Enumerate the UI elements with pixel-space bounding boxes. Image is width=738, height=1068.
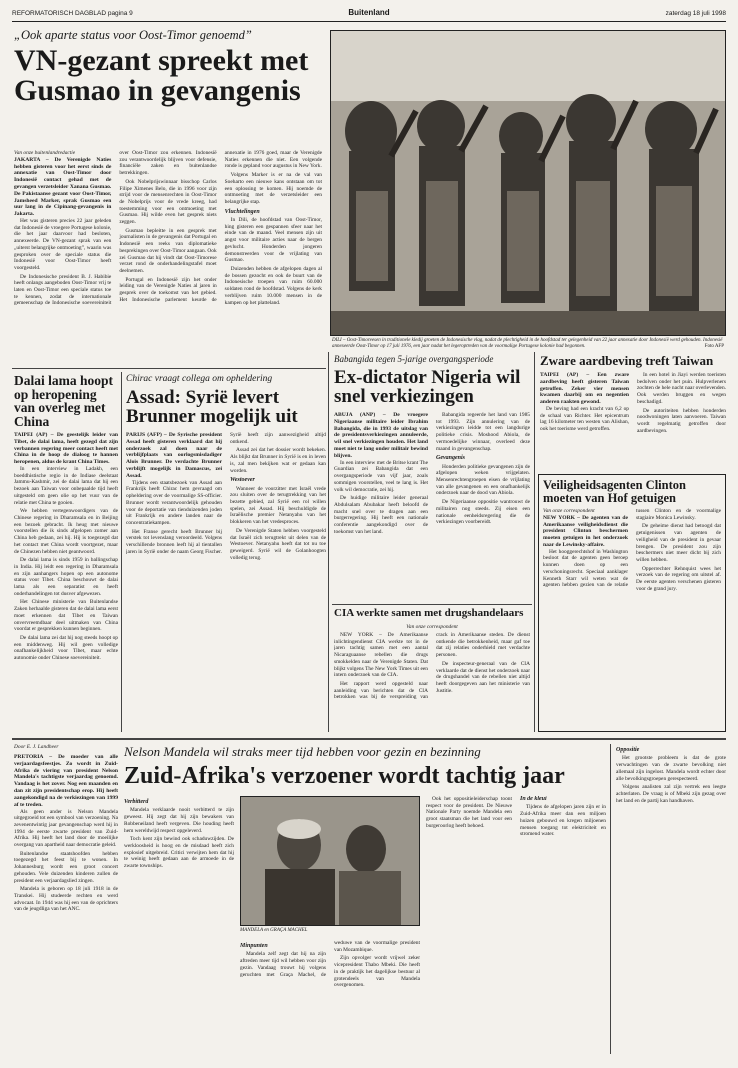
dalai-para: De dalai lama zei dat hij nog steeds hoopt op een middenweg. Hij wil geen volledige onafhankelijkheid voor Tibet, maar echte autonomie onder Chinese soevereiniteit. xyxy=(14,634,118,662)
divider xyxy=(332,604,532,605)
nigeria-lead: ABUJA (ANP) – De vroegere Nigeriaanse militaire leider Ibrahim Babangida, die in 1993 de uitslag van de presidentsverkiezingen annuleerde, wil snel verkiezingen houden. Het land moet niet te lang onder militair bewind blijven. xyxy=(334,412,428,459)
agents-body xyxy=(543,508,721,720)
taiwan-lead: TAIPEI (AP) – Een zware aardbeving heeft gisteren Taiwan getroffen. Zeker vier mensen kwamen daarbij om en negentien anderen raakten gewond. xyxy=(540,372,629,406)
mandela-kicker: Nelson Mandela wil straks meer tijd hebben voor gezin en bezinning xyxy=(124,744,481,759)
mandela-para: Toch kent zijn bewind ook schaduwzijden. De werkloosheid is hoog en de misdaad heeft zich explosief uitgebreid. Critici verwijten hem dat hij te weinig heeft gedaan aan de armoede in de zwarte townships. xyxy=(124,836,234,870)
syria-subhead: Westoever xyxy=(230,477,255,484)
nigeria-kicker: Babangida tegen 5-jarige overgangsperiode xyxy=(334,354,494,364)
nigeria-para: Honderden politieke gevangenen zijn de afgelopen weken vrijgelaten. Mensenrechtengroepen eisen de vrijlating van alle gevangenen en een onafhankelijk onderzoek naar de dood van Abiola. xyxy=(436,463,530,497)
dalai-headline: Dalai lama hoopt op heropening van overleg met China xyxy=(14,373,114,429)
mandela-lead: PRETORIA – De moeder van alle verjaardagsfeestjes. Zo wordt in Zuid-Afrika de viering van president Nelson Mandela's tachtigste verjaardag genoemd. Vandaag is het zover. Nog een maanden en dan zit zijn presidentschap erop. Hij heeft aangekondigd na de verkiezingen van 1999 af te treden. xyxy=(14,754,118,808)
timor-subhead: Vluchtelingen xyxy=(224,208,260,215)
divider xyxy=(12,368,326,369)
mandela-para: Ook het oppositieleiderschap toont respect voor de president. De Nieuwe Nationale Party noemde Mandela een groot staatsman die het land voor een burgeroorlog heeft behoed. xyxy=(426,796,512,829)
mandela-para: Als geen ander is Nelson Mandela uitgegroeid tot een symbool van verzoening. Na zevenentwintig jaar gevangenschap werd hij in 1994 de eerste zwarte president van Zuid-Afrika. Hij heeft het land door de moeilijke overgang van apartheid naar democratie geleid. xyxy=(14,808,118,849)
timor-kicker: „Ook aparte status voor Oost-Timor genoemd” xyxy=(14,28,252,42)
header-rule xyxy=(12,21,726,22)
column-divider xyxy=(610,744,611,1054)
nigeria-para: Babangida regeerde het land van 1985 tot 1993. Zijn annulering van de verkiezingen leidde tot een langdurige politieke crisis. Moshood Abiola, de vermoedelijke winnaar, overleed deze maand in gevangenschap. xyxy=(436,412,530,452)
mandela-para: Mandela zelf zegt dat hij na zijn aftreden meer tijd wil hebben voor zijn gezin. Vandaag trouwt hij volgens geruchten met Graça Machel, de weduwe van de voormalige president van Mozambique. xyxy=(240,940,420,978)
mandela-portrait-photo-icon xyxy=(241,797,420,926)
syria-para: Wanneer de voorzitter met Israël vrede zou sluiten over de terugtrekking van het bezette gebied, zal Syrië een rol willen spelen, zei Assad. Hij beschuldigde de Israëlische premier Netanyahu van het blokkeren van het vredesproces. xyxy=(230,485,326,526)
header-date: zaterdag 18 juli 1998 xyxy=(665,10,726,17)
photo-credit: Foto AFP xyxy=(704,344,724,349)
timor-lead: JAKARTA – De Verenigde Naties hebben gisteren voor het eerst sinds de annexatie van Oost-Timor door Indonesië contact gehad met de gevangen verzetsleider Xanana Gusmao. De Pakistaanse gezant voor Oost-Timor, Jamsheed Marker, sprak Gusmao een uur lang in de Cipinang-gevangenis in Jakarta. xyxy=(14,156,112,218)
timor-para: Portugal en Indonesië zijn het onder leiding van de Verenigde Naties al jaren in gesprek over de toekomst van het gebied. Het Indonesische parlement keurde de annexatie in 1976 goed, maar de Verenigde Naties erkennen die niet. Een volgende ronde is gepland voor augustus in New York. xyxy=(119,150,322,303)
page-header xyxy=(12,8,726,20)
syria-headline: Assad: Syrië levert Brunner mogelijk uit xyxy=(126,387,298,427)
mandela-subhead: Oppositie xyxy=(616,747,640,753)
column-divider xyxy=(121,372,122,732)
mandela-lead-col xyxy=(14,754,118,1054)
syria-body xyxy=(126,432,326,732)
dalai-para: We hebben vertegenwoordigers van de Chinese regering in Dharamsala en in Beijing een bezoek gebracht. Ik heug met nieuwe voorstellen die ik sinds afgelopen zomer aan China heb gedaan, zei hij. Hij is toegezegd dat het contact met China wordt voortgezet, maar de Chinezen hebben niet geantwoord. xyxy=(14,508,118,555)
syria-para: Assad zei dat het dossier wordt bekeken. Als blijkt dat Brunner in Syrië is en in leven is, zal men bekijken wat er gedaan kan worden. xyxy=(230,447,326,474)
cia-para: NEW YORK – De Amerikaanse inlichtingendienst CIA werkte tot in de jaren tachtig samen met een aantal Nicaraguaanse rebellen die drugs smokkelden naar de Verenigde Staten. Dat blijkt volgens The New York Times uit een intern onderzoek van de CIA. xyxy=(334,632,428,679)
dalai-lead: TAIPEI (AP) – De geestelijk leider van Tibet, de dalai lama, heeft gezegd dat zijn verbannen regering meer contact heeft met China in de hoop de dialoog te hannen heropenen, aldus de krant China Times. xyxy=(14,432,118,466)
mandela-para: Zijn opvolger wordt vrijwel zeker vicepresident Thabo Mbeki. Die heeft in de praktijk het dagelijkse bestuur al grotendeels van Mandela overgenomen. xyxy=(334,955,420,989)
syria-para: Het Franse gerecht heeft Brunner bij verstek tot levenslang veroordeeld. Volgens verschillende bronnen leeft hij al tientallen jaren in Syrië onder de naam Georg Fischer. Syrië heeft zijn aanwezigheid altijd ontkend. xyxy=(126,432,326,555)
mandela-headline: Zuid-Afrika's verzoener wordt tachtig jaar xyxy=(124,763,565,789)
timor-headline: VN-gezant spreekt met Gusmao in gevangenis xyxy=(14,44,309,107)
mandela-subhead: In de kleui xyxy=(520,796,547,802)
timor-para: Het was gisteren precies 22 jaar geleden dat Indonesië de vroegere Portugese kolonie, die het jaar daarvoor had besloten, annexeerde. De VN-gezant sprak van een „uiterst belangrijke ontmoeting”, waarin was gesproken over de speciale status die Indonesië voor Oost-Timor heeft voorgesteld. xyxy=(14,218,112,271)
mandela-col6 xyxy=(616,744,726,1054)
cia-headline: CIA werkte samen met drugshandelaars xyxy=(334,607,524,619)
taiwan-para: In een hotel in Jiayi werden toeristen bedolven onder het puin. Hulpverleners zochten de hele nacht naar overlevenden. Ook werden bruggen en wegen beschadigd. xyxy=(637,372,726,405)
cia-para: De inspecteur-generaal van de CIA verklaarde dat de dienst het onderzoek naar de drugshandel van de rebellen niet altijd heeft doorgegeven aan het ministerie van Justitie. xyxy=(436,660,530,694)
mandela-byline: Door E. J. Landheer xyxy=(14,744,59,750)
mandela-para: Volgens analisten zal zijn vertrek een leegte achterlaten. De vraag is of Mbeki zijn gezag over het land en de partij kan handhaven. xyxy=(616,784,726,804)
nigeria-headline: Ex-dictator Nigeria wil snel verkiezingen xyxy=(334,367,521,407)
timor-para: Duizenden hebben de afgelopen dagen al de bossen gezocht en ook de buurt van de Indonesische troepen van ruim 60.000 soldaten rond de hoofdstad. Volgens de kerk verblijven ruim 10.000 mensen in de kampen op het platteland. xyxy=(224,265,322,306)
mandela-photo xyxy=(240,796,420,926)
syria-para: Tijdens een staatsbezoek van Assad aan Frankrijk heeft Chirac hem gevraagd om opheldering over de voormalige SS-officier. Brunner wordt verantwoordelijk gehouden voor de deportatie van tienduizenden joden uit Frankrijk en andere landen naar de concentratiekampen. xyxy=(126,479,222,526)
mandela-subhead: Verbitterd xyxy=(124,799,149,805)
timor-para: Ook Nobelprijswinnaar bisschop Carlos Filipe Ximenes Belo, die in 1996 voor zijn strijd voor de mensenrechten in Oost-Timor de Nobelprijs voor de vrede kreeg, had toestemming voor een ontmoeting met Gusmao. Hij wilde even het gesprek niets zeggen. xyxy=(119,178,217,226)
column-divider xyxy=(328,352,329,732)
agents-para: De geheime dienst had betoogd dat getuigenissen van agenten de veiligheid van de president in gevaar brengen. De president zou zijn beschermers niet meer dicht bij zich willen hebben. xyxy=(636,523,721,563)
timor-body xyxy=(14,150,322,368)
cia-para: Het rapport werd opgesteld naar aanleiding van berichten dat de CIA betrokken was bij de verspreiding van crack in Amerikaanse steden. De dienst ontkende die betrokkenheid, maar gaf toe dat zij relaties onderhield met verdachte personen. xyxy=(334,632,530,701)
mandela-para: Buitenlandse staatshoofden hebben toegezegd het feest bij te wonen. In Johannesburg wordt een groot concert gehouden. Vele duizenden kinderen zullen de president een verjaardagslied zingen. xyxy=(14,850,118,884)
agents-para: Het hooggerechtshof in Washington besloot dat de agenten geen beroep kunnen doen op een verschoningsrecht. Speciaal aanklager Kenneth Starr wil weten wat de agenten hebben gezien van de relatie tussen Clinton en de voormalige stagiaire Monica Lewinsky. xyxy=(543,508,721,589)
cia-body xyxy=(334,624,530,732)
nigeria-body xyxy=(334,412,530,602)
agents-box xyxy=(538,474,726,732)
agents-lead: NEW YORK – De agenten van de Amerikaanse veiligheidsdienst die president Clinton beschermen moeten getuigen in het onderzoek naar de Lewinsky-affaire. xyxy=(543,514,628,548)
dalai-para: Het Chinese ministerie van Buitenlandse Zaken herhaalde gisteren dat de dalai lama eerst moet erkennen dat Tibet en Taiwan onvervreemdbaar deel uitmaken van China voordat er gesprekken kunnen beginnen. xyxy=(14,599,118,633)
agents-byline: Van onze correspondent xyxy=(543,508,595,514)
nigeria-para: De Nigeriaanse oppositie wantrouwt de militairen nog steeds. Zij eisen een nationale eenheidsregering die de verkiezingen voorbereidt. xyxy=(436,499,530,526)
agents-headline: Veiligheidsagenten Clinton moeten van Hof getuigen xyxy=(543,478,686,505)
mandela-para: Het grootste probleem is dat de grote verwachtingen van de zwarte bevolking niet allemaal zijn ingelost. Mandela wordt echter door alle bevolkingsgroepen gerespecteerd. xyxy=(616,755,726,782)
section-rule xyxy=(12,738,726,740)
mandela-para: Mandela is geboren op 18 juli 1918 in de Transkei. Hij studeerde rechten en werd advocaat. In 1944 was hij een van de oprichters van de jeugdliga van het ANC. xyxy=(14,886,118,913)
syria-kicker: Chirac vraagt collega om opheldering xyxy=(126,374,273,384)
dalai-body xyxy=(14,432,118,732)
dalai-para: In een interview in Ladakh, een boeddhistische regio in de Indiase deelstaat Jammu-Kashmir, zei de dalai lama dat hij een bezoek aan Taiwan voor onbepaalde tijd heeft uitgesteld om geen olie op het vuur van de relatie met China te gooien. xyxy=(14,466,118,506)
nigeria-subhead: Gevangenis xyxy=(436,455,465,462)
taiwan-headline: Zware aardbeving treft Taiwan xyxy=(540,353,714,368)
timor-para: Volgens Marker is er na de val van Soeharto een nieuwe kans ontstaan om tot een oplossing te komen. Hij noemde de ontmoeting met de verzetsleider een belangrijke stap. xyxy=(224,172,322,205)
mandela-under-photo xyxy=(240,940,420,1054)
mandela-photo-caption: MANDELA en GRAÇA MACHEL xyxy=(240,928,308,933)
nigeria-para: In een interview met de Britse krant The Guardian zei Babangida dat een overgangsperiode van vijf jaar, zoals sommigen voorstellen, veel te lang is. Het volk wil democratie, zei hij. xyxy=(334,459,428,493)
flag-ceremony-photo-icon xyxy=(331,31,726,336)
mandela-subhead: Minpunten xyxy=(240,943,268,949)
header-section: Buitenland xyxy=(348,8,390,17)
agents-para: Opperrechter Rehnquist wees het verzoek van de regering om uitstel af. De eerste agenten verschenen gisteren voor de grand jury. xyxy=(636,565,721,592)
mandela-para: Mandela verklaarde nooit verbitterd te zijn geweest. Hij zegt dat hij zijn bewakers van Robbeneiland heeft vergeven. Die houding heeft hem wereldwijd respect opgeleverd. xyxy=(124,807,234,834)
timor-photo-caption: DILI – Oost-Timoreesen in traditionele kledij groeten de Indonesische vlag, nadat de plechtigheid in de hoofdstad ter gelegenheid van 22 jaar annexatie door Indonesië werd gehouden. Indonesië annexeerde Oost-Timor op 17 juli 1976, een jaar nadat het legeroptreden van de voormalige Portugese kolonie had begonnen. Foto AFP xyxy=(332,338,724,349)
taiwan-para: De beving had een kracht van 6,2 op de schaal van Richter. Het epicentrum lag 16 kilometer ten westen van Alishan, ook het toerisme werd getroffen. xyxy=(540,406,629,433)
dalai-para: De dalai lama is sinds 1959 in ballingschap in India. Hij leidt een regering in Dharamsala en zijn aanhangers hopen op een autonome status voor Tibet. China beschouwt de dalai lama als een separatist en heeft onderhandelingen tot dusver afgewezen. xyxy=(14,557,118,597)
timor-byline: Van onze buitenlandredactie xyxy=(14,150,76,156)
taiwan-body xyxy=(540,372,726,470)
syria-para: De Verenigde Staten hebben voorgesteld dat Israël zich terugtrekt uit delen van de Westoever. Netanyahu heeft dat tot nu toe geweigerd. Syrië wil de Golanhoogten volledig terug. xyxy=(230,527,326,561)
mandela-col4 xyxy=(426,796,606,1054)
nigeria-para: De huidige militaire leider generaal Abdulsalam Abubakar heeft beloofd de macht snel over te dragen aan een burgerregering. Hij heeft een nationale conferentie aangekondigd over de toekomst van het land. xyxy=(334,495,428,535)
taiwan-para: De autoriteiten hebben honderden noodwoningen laten aanvoeren. Taiwan wordt regelmatig getroffen door aardbevingen. xyxy=(637,407,726,434)
header-paper-page: REFORMATORISCH DAGBLAD pagina 9 xyxy=(12,10,133,17)
cia-byline: Van onze correspondent xyxy=(406,624,458,630)
mandela-para: Tijdens de afgelopen jaren zijn er in Zuid-Afrika meer dan een miljoen huizen gebouwd en kregen miljoenen mensen toegang tot elektriciteit en stromend water. xyxy=(520,804,606,838)
timor-para: Gusmao bepleitte in een gesprek met journalisten in de gevangenis dat Portugal en Indonesië een reeks van diplomatieke besprekingen over Oost-Timor aangaan. Ook zei Gusmao dat hij vindt dat Oost-Timorese verzet rond de onderhandelingstafel moet deelnemen. xyxy=(119,227,217,274)
mandela-col2 xyxy=(124,796,234,1054)
timor-para: De Indonesische president B. J. Habibie heeft onlangs aangeboden Oost-Timor vrij te laten en Oost-Timor een speciale status toe te kennen, zodat de internationale gemeenschap de Indonesische soevereiniteit over Oost-Timor zou erkennen. Indonesië zou verantwoordelijk blijven voor defensie, financiële zaken en buitenlandse betrekkingen. xyxy=(14,150,217,307)
timor-para: In Dili, de hoofdstad van Oost-Timor, hing gisteren een gespannen sfeer naar het einde van de maand. Veel mensen zijn uit angst voor militaire acties naar de bergen gevlucht. Honderden jongeren demonstreerden voor de vrijlating van Gusmao. xyxy=(224,217,322,264)
syria-lead: PARIJS (AFP) – De Syrische president Assad heeft gisteren verklaard dat hij onderzoek zal doen naar de verblijfplaats van oorlogsmisdadiger Alois Brunner. De verdachte Brunner verblijft mogelijk in Damascus, zei Assad. xyxy=(126,432,222,479)
timor-photo xyxy=(330,30,726,336)
column-divider xyxy=(534,352,535,732)
